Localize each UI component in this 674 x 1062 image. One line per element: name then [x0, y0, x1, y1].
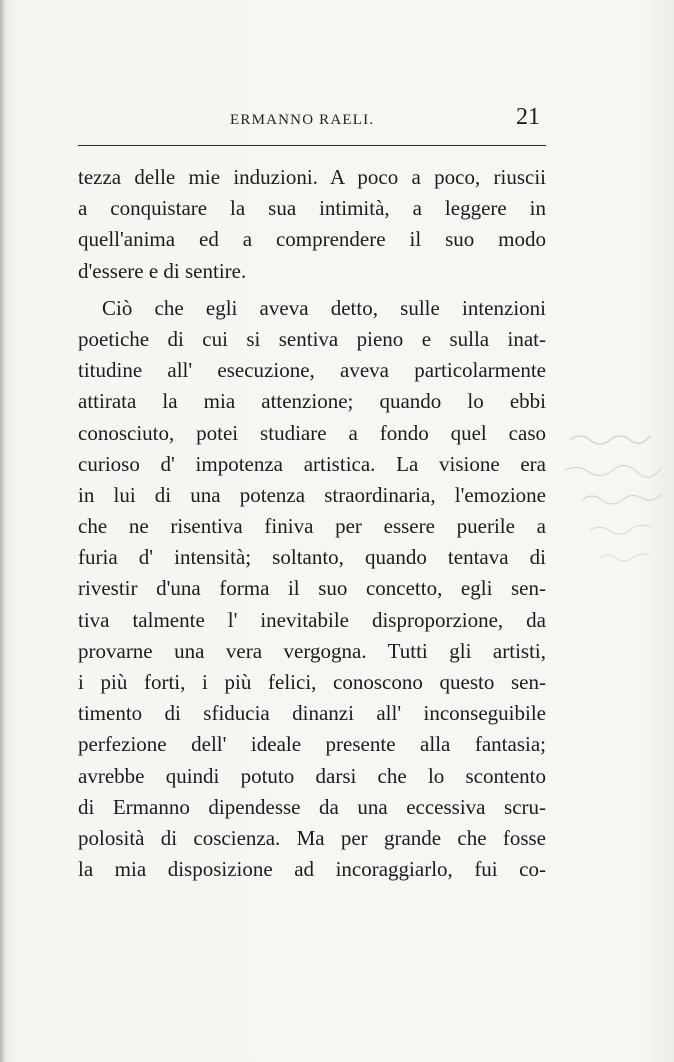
text-line: tezza delle mie induzioni. A poco a poco, riuscii: [78, 165, 546, 189]
text-line: timento di sfiducia dinanzi all' inconseguibile: [78, 701, 546, 726]
text-line: furia d' intensità; soltanto, quando tentava di: [78, 545, 546, 570]
bleed-through-scribble: [560, 400, 670, 600]
text-line: provarne una vera vergogna. Tutti gli artisti,: [78, 638, 546, 663]
text-line: a conquistare la sua intimità, a leggere in: [78, 196, 546, 221]
paragraph-1: [78, 162, 546, 287]
running-head: [78, 102, 546, 138]
text-line: polosità di coscienza. Ma per grande che fosse: [78, 825, 546, 850]
page-binding-shadow: [0, 0, 6, 1062]
header-title: ERMANNO RAELI.: [230, 112, 375, 128]
text-line: conosciuto, potei studiare a fondo quel caso: [78, 420, 546, 445]
text-line: la mia disposizione ad incoraggiarlo, fui co-: [78, 857, 546, 882]
text-line: rivestir d'una forma il suo concetto, egli sen-: [78, 576, 546, 601]
text-line: attirata la mia attenzione; quando lo ebbi: [78, 389, 546, 414]
text-line: poetiche di cui si sentiva pieno e sulla inat-: [78, 326, 546, 351]
header-rule: [78, 145, 546, 146]
text-line: avrebbe quindi potuto darsi che lo scontento: [78, 763, 546, 788]
text-line: d'essere e di sentire.: [78, 258, 247, 283]
text-line: in lui di una potenza straordinaria, l'emozione: [78, 482, 546, 507]
text-line: perfezione dell' ideale presente alla fantasia;: [78, 732, 546, 757]
text-line: che ne risentiva finiva per essere puerile a: [78, 514, 546, 539]
text-line: di Ermanno dipendesse da una eccessiva scru-: [78, 794, 546, 819]
text-line: curioso d' impotenza artistica. La visione era: [78, 451, 546, 476]
body-text: [78, 162, 546, 885]
page-number: 21: [516, 104, 540, 130]
text-line: titudine all' esecuzione, aveva particolarmente: [78, 358, 546, 383]
text-line: tiva talmente l' inevitabile disproporzione, da: [78, 607, 546, 632]
text-line: quell'anima ed a comprendere il suo modo: [78, 227, 546, 252]
text-line: i più forti, i più felici, conoscono questo sen-: [78, 670, 546, 694]
paragraph-2: [78, 293, 546, 886]
text-line: Ciò che egli aveva detto, sulle intenzioni: [102, 295, 546, 320]
faint-margin-marks: [560, 400, 670, 600]
